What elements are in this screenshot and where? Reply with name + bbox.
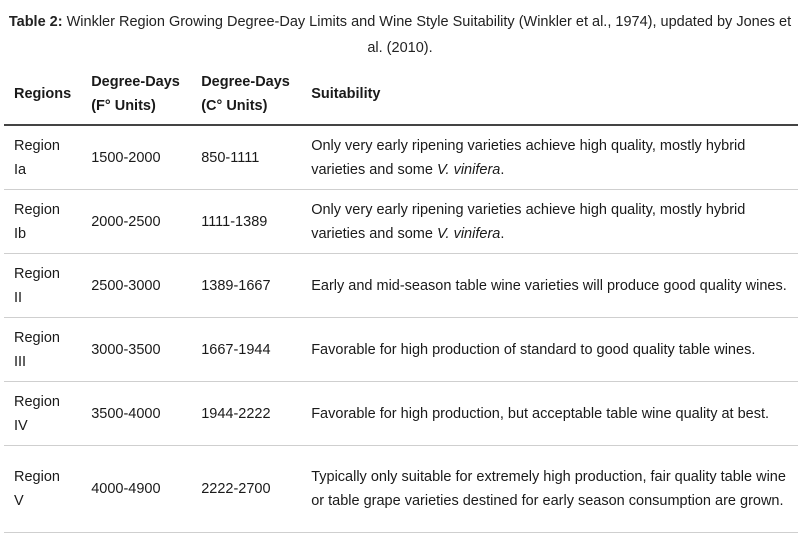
suitability-tail: . (500, 161, 505, 178)
caption-text: Winkler Region Growing Degree-Day Limits and Wine Style Suitability (Winkler et al., 1974), updated by Jones et al. (2010). (66, 14, 792, 56)
c-units-cell: 1667-1944 (191, 318, 301, 382)
region-cell: Region V (4, 446, 81, 533)
table-body (4, 125, 798, 533)
table-caption (0, 9, 800, 61)
region-cell: Region IV (4, 382, 81, 446)
region-cell: Region Ia (4, 125, 81, 190)
suitability-cell (301, 446, 798, 533)
suitability-text: Typically only suitable for extremely high production, fair quality table wine or table grape varieties destined for early season consumption are grown. (311, 469, 786, 509)
header-degree-days-f: Degree-Days (F° Units) (81, 64, 191, 125)
f-units-cell: 2500-3000 (81, 254, 191, 318)
winkler-region-table (4, 64, 798, 533)
suitability-text: Favorable for high production of standard to good quality table wines. (311, 341, 756, 358)
table-row (4, 446, 798, 533)
suitability-cell (301, 190, 798, 254)
suitability-cell (301, 125, 798, 190)
region-cell: Region III (4, 318, 81, 382)
f-units-cell: 3500-4000 (81, 382, 191, 446)
table-row (4, 254, 798, 318)
region-cell: Region II (4, 254, 81, 318)
header-row (4, 64, 798, 125)
caption-label: Table 2: (8, 14, 63, 30)
header-degree-days-c: Degree-Days (C° Units) (191, 64, 301, 125)
table-row (4, 382, 798, 446)
f-units-cell: 1500-2000 (81, 125, 191, 190)
suitability-cell (301, 382, 798, 446)
suitability-cell (301, 254, 798, 318)
f-units-cell: 3000-3500 (81, 318, 191, 382)
c-units-cell: 1944-2222 (191, 382, 301, 446)
c-units-cell: 1389-1667 (191, 254, 301, 318)
table-header (4, 64, 798, 125)
header-suitability: Suitability (301, 64, 798, 125)
species-name: V. vinifera (436, 225, 501, 242)
c-units-cell: 850-1111 (191, 125, 301, 190)
table-row (4, 190, 798, 254)
region-cell: Region Ib (4, 190, 81, 254)
suitability-text: Only very early ripening varieties achieve high quality, mostly hybrid varieties and some (311, 137, 746, 178)
suitability-cell (301, 318, 798, 382)
c-units-cell: 2222-2700 (191, 446, 301, 533)
c-units-cell: 1111-1389 (191, 190, 301, 254)
species-name: V. vinifera (436, 161, 501, 178)
suitability-tail: . (500, 225, 505, 242)
f-units-cell: 2000-2500 (81, 190, 191, 254)
header-regions: Regions (4, 64, 81, 125)
table-row (4, 318, 798, 382)
table-row (4, 125, 798, 190)
suitability-text: Early and mid-season table wine varieties will produce good quality wines. (311, 277, 787, 294)
suitability-text: Only very early ripening varieties achieve high quality, mostly hybrid varieties and some (311, 201, 746, 242)
suitability-text: Favorable for high production, but acceptable table wine quality at best. (311, 405, 770, 422)
f-units-cell: 4000-4900 (81, 446, 191, 533)
